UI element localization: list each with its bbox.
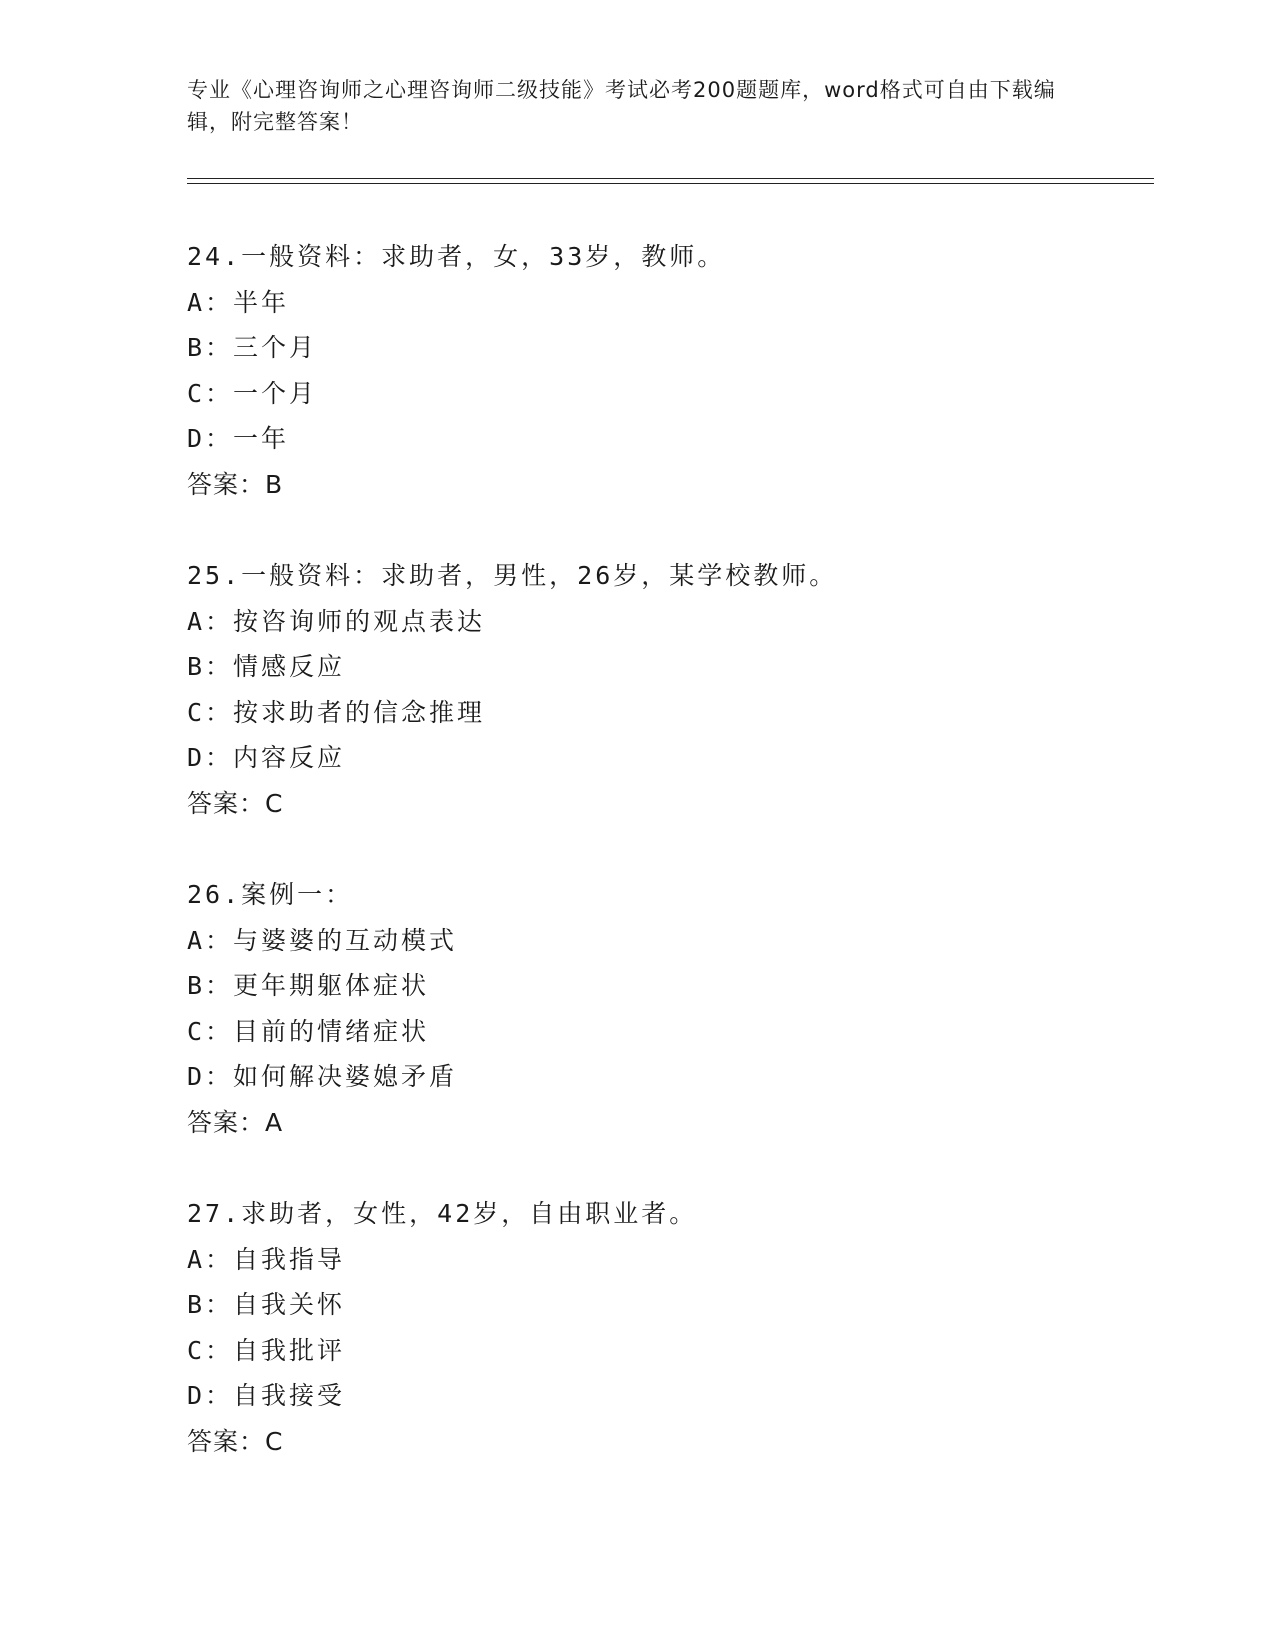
question-stem: 27.求助者，女性，42岁，自由职业者。 bbox=[187, 1199, 698, 1228]
option-a: A：半年 bbox=[187, 287, 290, 317]
option-c: C：一个月 bbox=[187, 378, 318, 408]
question-stem: 26.案例一： bbox=[187, 880, 354, 909]
option-b: B：三个月 bbox=[187, 333, 318, 362]
option-a: A：按咨询师的观点表达 bbox=[187, 606, 486, 636]
question-27 bbox=[187, 1191, 1137, 1464]
option-c: C：按求助者的信念推理 bbox=[187, 697, 486, 727]
option-a: A：自我指导 bbox=[187, 1244, 346, 1274]
question-25 bbox=[187, 553, 1137, 826]
header-divider-top bbox=[187, 178, 1154, 179]
option-b: B：自我关怀 bbox=[187, 1290, 346, 1319]
question-24 bbox=[187, 234, 1137, 507]
question-26 bbox=[187, 872, 1137, 1145]
option-c: C：目前的情绪症状 bbox=[187, 1016, 430, 1046]
answer-line: 答案：A bbox=[187, 1107, 284, 1137]
option-b: B：更年期躯体症状 bbox=[187, 971, 430, 1000]
option-b: B：情感反应 bbox=[187, 652, 346, 681]
option-d: D：如何解决婆媳矛盾 bbox=[187, 1062, 458, 1091]
question-stem: 24.一般资料：求助者，女，33岁，教师。 bbox=[187, 242, 726, 271]
option-d: D：内容反应 bbox=[187, 743, 346, 772]
option-d: D：一年 bbox=[187, 424, 290, 453]
option-c: C：自我批评 bbox=[187, 1335, 346, 1365]
answer-line: 答案：B bbox=[187, 469, 284, 499]
question-stem: 25.一般资料：求助者，男性，26岁，某学校教师。 bbox=[187, 561, 838, 590]
document-intro: 专业《心理咨询师之心理咨询师二级技能》考试必考200题题库，word格式可自由下载编辑，附完整答案！ bbox=[187, 78, 1056, 134]
answer-line: 答案：C bbox=[187, 1426, 284, 1456]
option-d: D：自我接受 bbox=[187, 1381, 346, 1410]
header-divider-bottom bbox=[187, 183, 1154, 184]
option-a: A：与婆婆的互动模式 bbox=[187, 925, 458, 955]
answer-line: 答案：C bbox=[187, 788, 284, 818]
